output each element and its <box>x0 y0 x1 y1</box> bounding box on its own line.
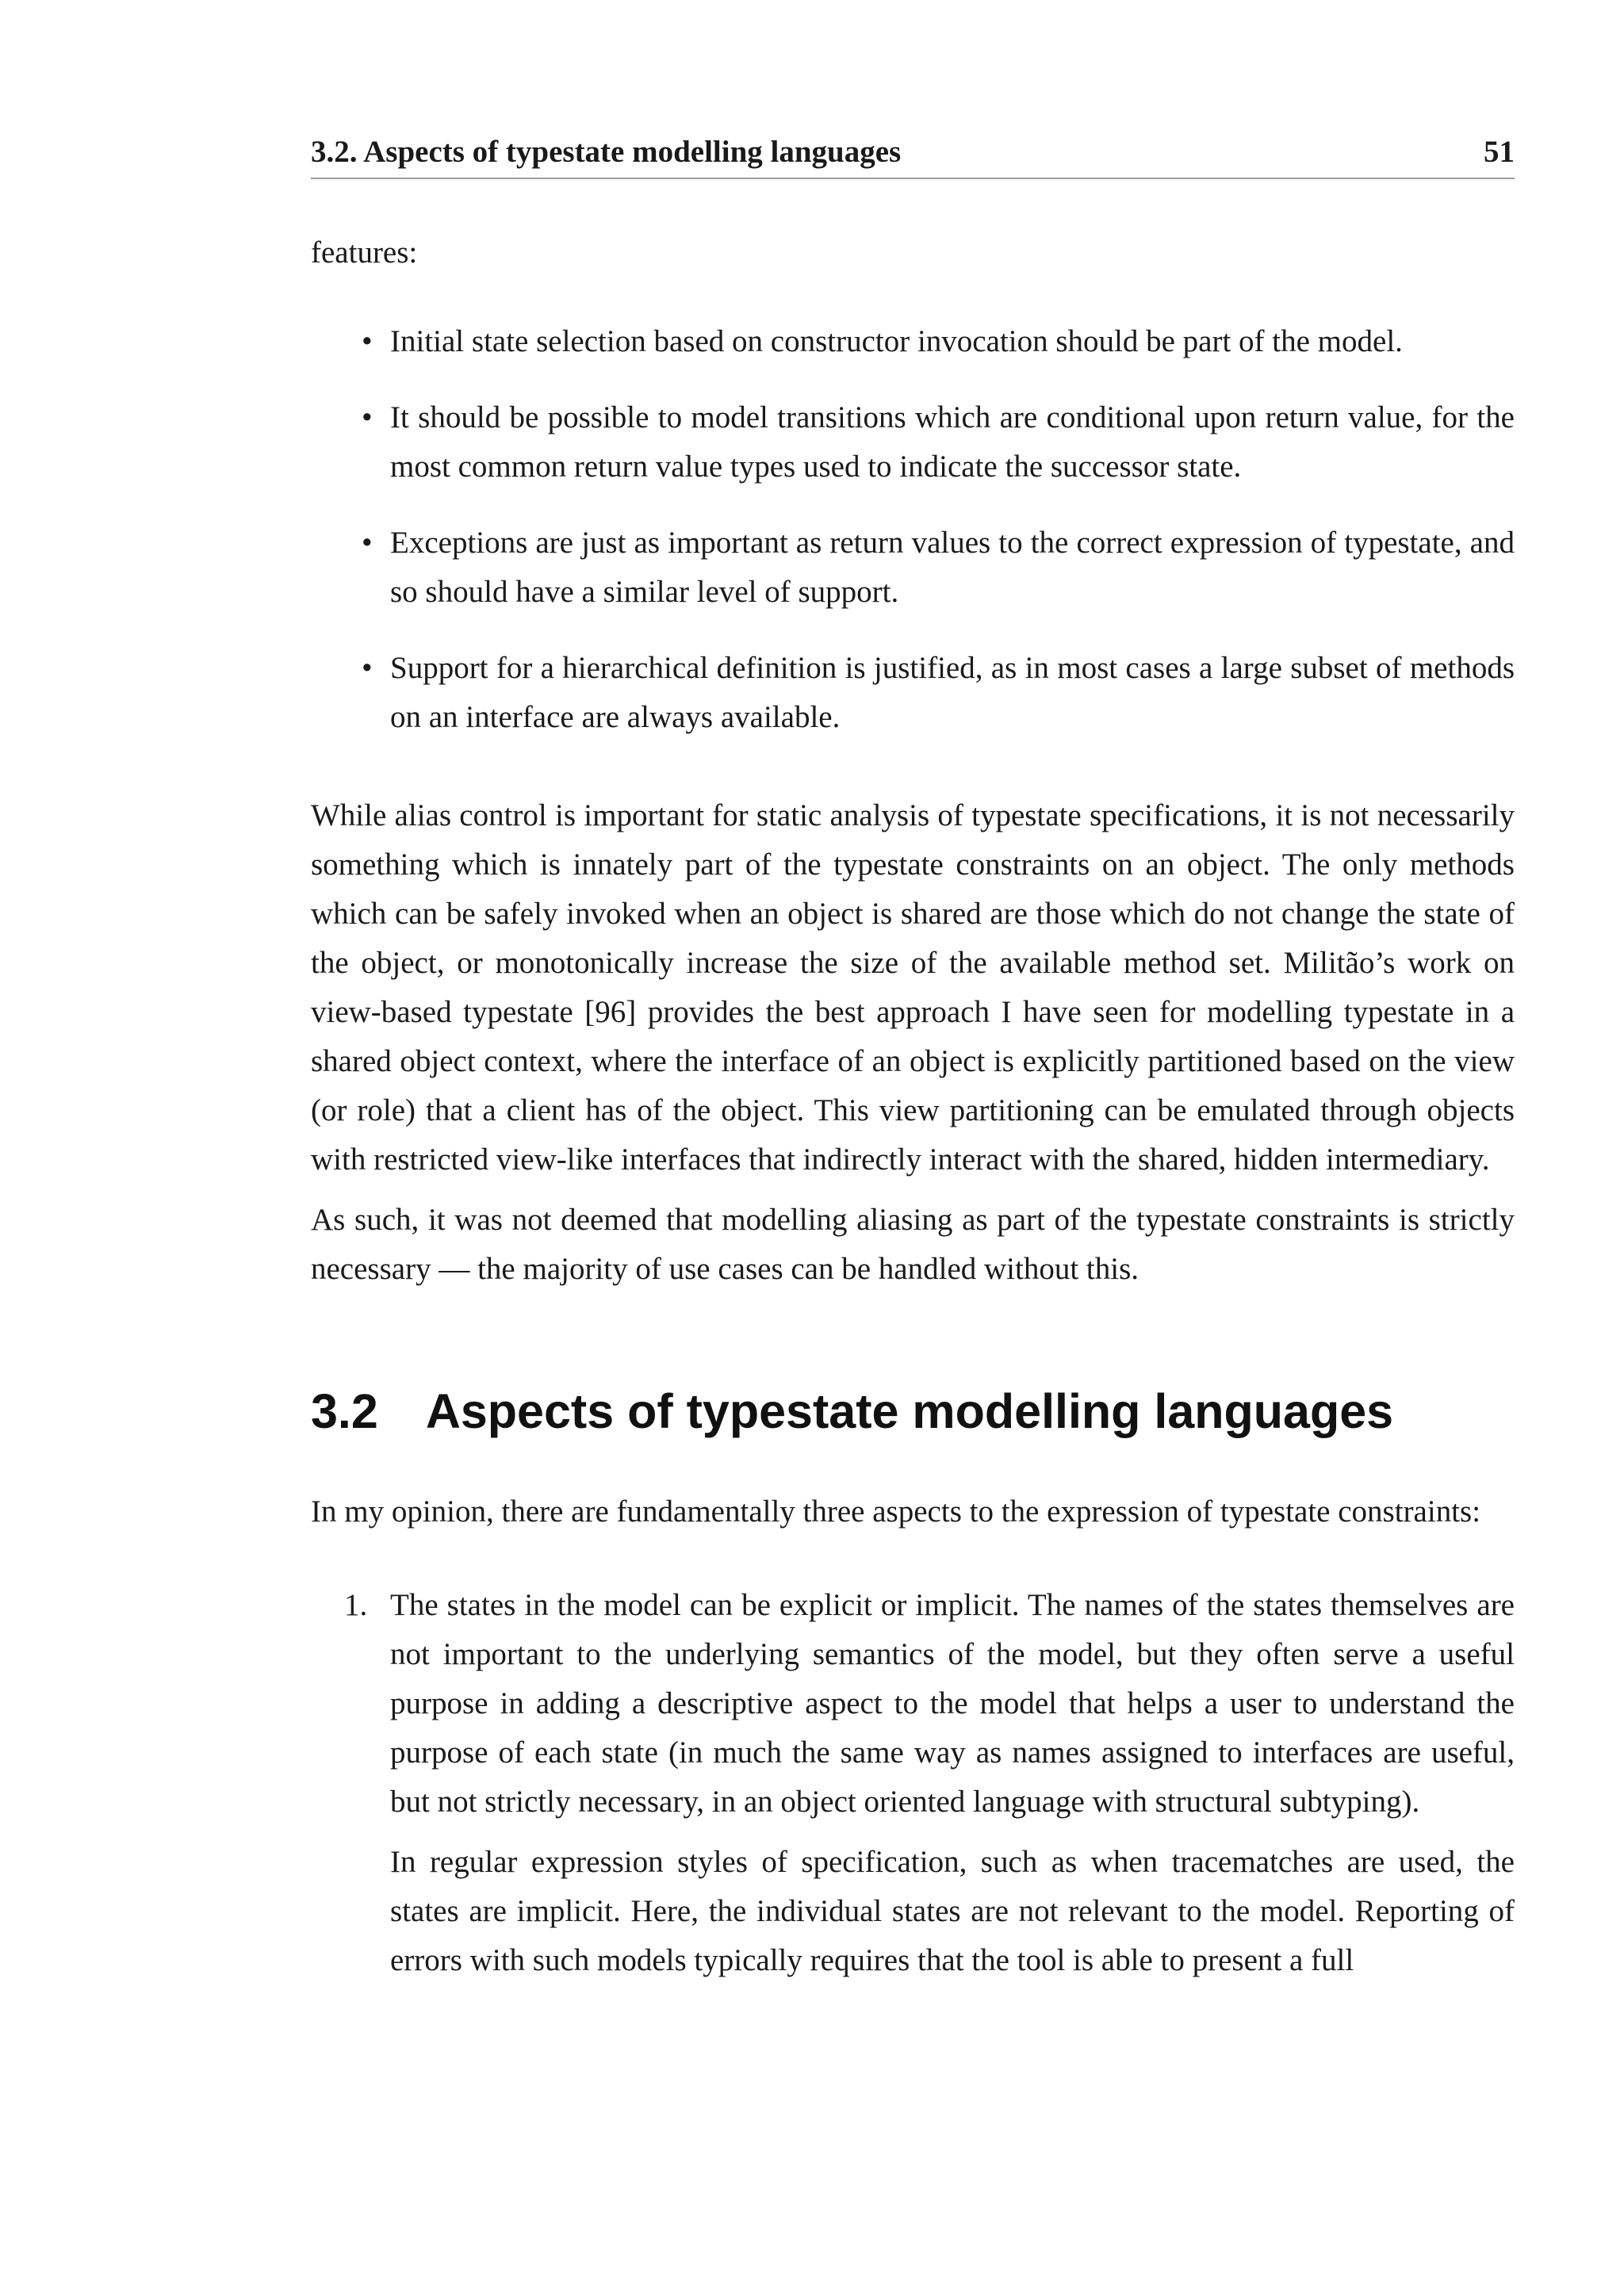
intro-text: features: <box>311 235 418 270</box>
aspect-item-text: The states in the model can be explicit or implicit. The names of the states themselves are not important to the underlying semantics of the model, but they often serve a useful purpose in adding a descriptive aspect to the model that helps a user to understand the purpose of each state (in much the same way as names assigned to interfaces are useful, but not strictly necessary, in an object oriented language with structural subtyping). <box>390 1588 1515 1819</box>
running-header-title: 3.2. Aspects of typestate modelling languages <box>311 135 902 169</box>
aspect-item-subtext: In regular expression styles of specification, such as when tracematches are used, the states are implicit. Here, the individual states are not relevant to the model. Reporting of errors with such models typically requires that the tool is able to present a full <box>390 1845 1515 1977</box>
feature-item-exceptions: • Exceptions are just as important as return values to the correct expression of typestate, and so should have a similar level of support. <box>390 519 1515 617</box>
aspects-list <box>311 1581 1515 1985</box>
running-header <box>311 133 1515 179</box>
section-title: Aspects of typestate modelling languages <box>425 1384 1394 1438</box>
feature-item-initial-state: • Initial state selection based on constructor invocation should be part of the model. <box>390 317 1515 366</box>
feature-item-hierarchical: • Support for a hierarchical definition is justified, as in most cases a large subset of methods on an interface are always available. <box>390 644 1515 742</box>
feature-list <box>311 317 1515 742</box>
aspect-item-number: 1. <box>344 1588 368 1622</box>
aspect-item-states <box>344 1581 1515 1985</box>
paragraph-conclusion: As such, it was not deemed that modelling aliasing as part of the typestate constraints is strictly necessary — the majority of use cases can be handled without this. <box>311 1203 1515 1286</box>
page-number: 51 <box>1484 135 1515 169</box>
section-heading <box>311 1380 1515 1443</box>
page <box>311 133 1515 1985</box>
section-number: 3.2 <box>311 1384 378 1438</box>
paragraph-alias-control: While alias control is important for static analysis of typestate specifications, it is not necessarily something which is innately part of the typestate constraints on an object. The only methods which can be safely invoked when an object is shared are those which do not change the state of the object, or monotonically increase the size of the available method set. Militão’s work on view-based typestate [96] provides the best approach I have seen for modelling typestate in a shared object context, where the interface of an object is explicitly partitioned based on the view (or role) that a client has of the object. This view partitioning can be emulated through objects with restricted view-like interfaces that indirectly interact with the shared, hidden intermediary. <box>311 798 1515 1177</box>
feature-item-return-value: • It should be possible to model transitions which are conditional upon return value, for the most common return value types used to indicate the successor state. <box>390 393 1515 492</box>
body-text <box>311 228 1515 1985</box>
section-intro: In my opinion, there are fundamentally three aspects to the expression of typestate constraints: <box>311 1494 1481 1529</box>
